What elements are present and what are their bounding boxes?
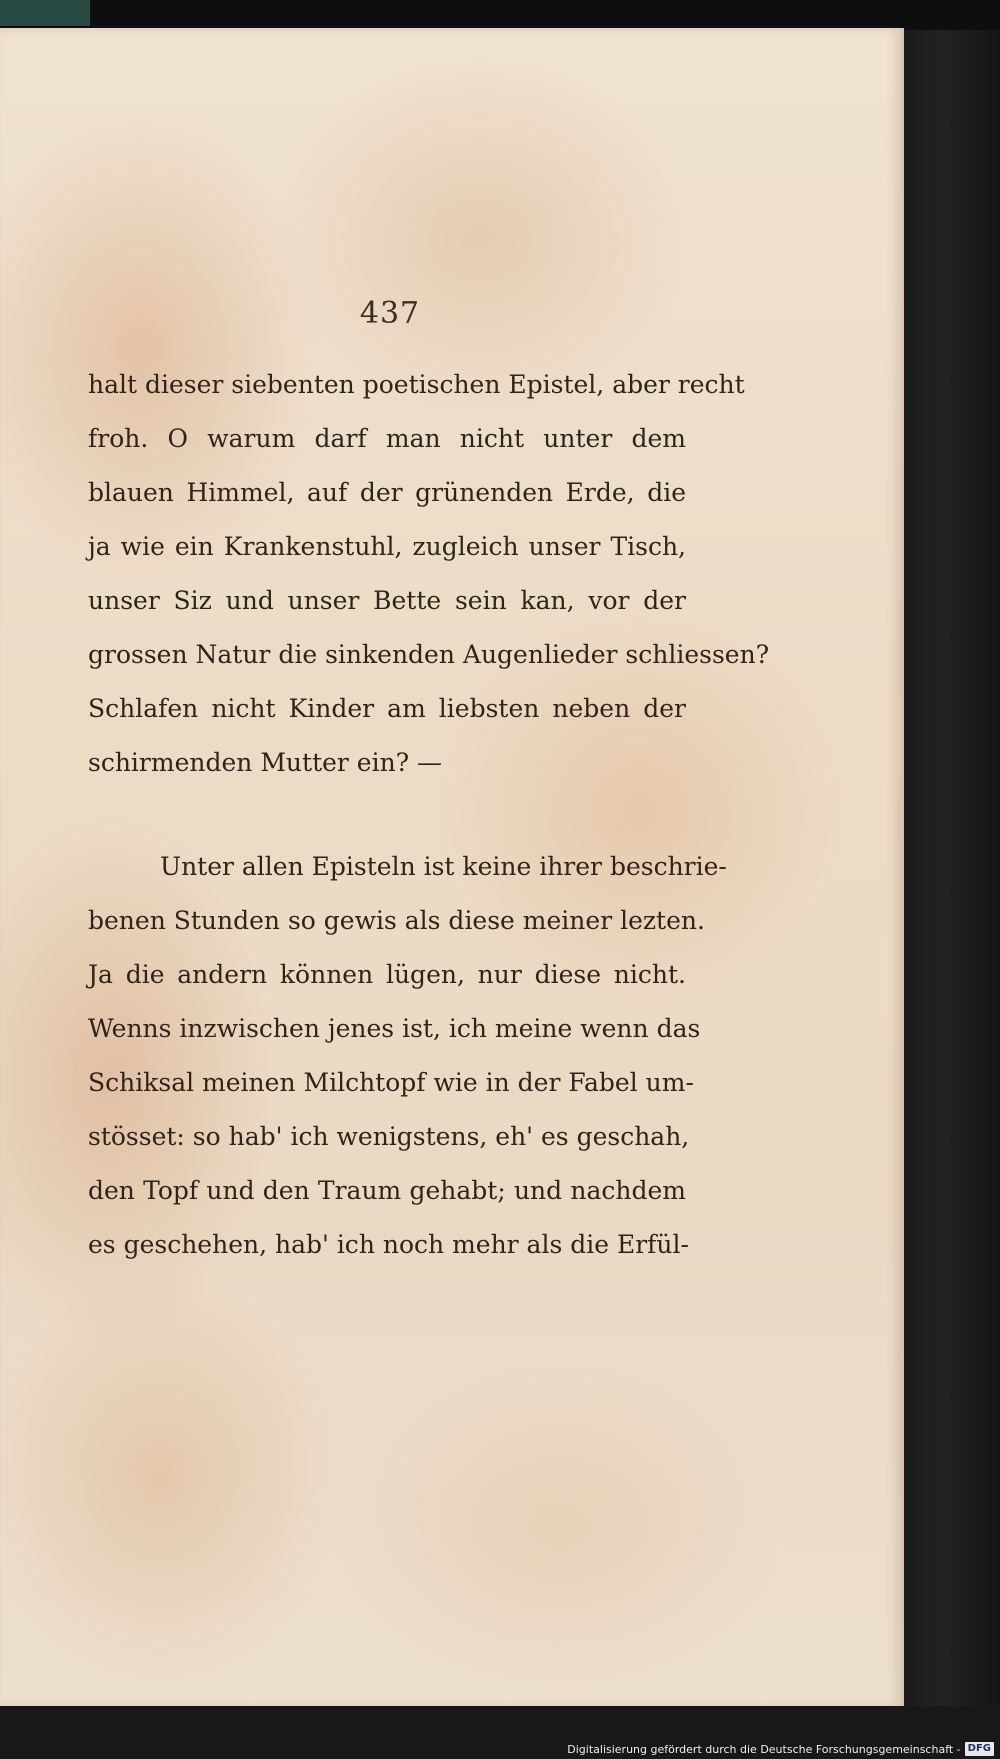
- dfg-logo: DFG: [965, 1742, 994, 1756]
- text-line: Unter allen Episteln ist keine ihrer beschrie-: [160, 852, 727, 881]
- text-line: froh. O warum darf man nicht unter dem: [88, 424, 686, 453]
- text-line: Wenns inzwischen jenes ist, ich meine wenn das: [88, 1014, 701, 1043]
- book-binding-edge: [902, 30, 1000, 1730]
- paper-page: [0, 28, 904, 1708]
- text-line: benen Stunden so gewis als diese meiner lezten.: [88, 906, 705, 935]
- paragraph-gap: [88, 790, 686, 840]
- text-line: unser Siz und unser Bette sein kan, vor der: [88, 586, 686, 615]
- text-line: Schiksal meinen Milchtopf wie in der Fabel um-: [88, 1068, 694, 1097]
- text-line: schirmenden Mutter ein? —: [88, 748, 443, 777]
- text-line: ja wie ein Krankenstuhl, zugleich unser Tisch,: [88, 532, 686, 561]
- text-line: Ja die andern können lügen, nur diese nicht.: [88, 960, 686, 989]
- text-line: stösset: so hab' ich wenigstens, eh' es geschah,: [88, 1122, 690, 1151]
- text-line: den Topf und den Traum gehabt; und nachdem: [88, 1176, 686, 1205]
- body-text: [88, 358, 770, 1272]
- text-line: blauen Himmel, auf der grünenden Erde, die: [88, 478, 686, 507]
- text-line: es geschehen, hab' ich noch mehr als die Erfül-: [88, 1230, 689, 1259]
- text-line: grossen Natur die sinkenden Augenlieder schliessen?: [88, 640, 770, 669]
- scan-color-strip: [0, 0, 90, 26]
- page-number: 437: [359, 296, 421, 331]
- text-line: Schlafen nicht Kinder am liebsten neben der: [88, 694, 686, 723]
- credit-text: Digitalisierung gefördert durch die Deutsche Forschungsgemeinschaft -: [567, 1742, 961, 1756]
- digitization-credit: [567, 1742, 994, 1756]
- text-line: halt dieser siebenten poetischen Epistel, aber recht: [88, 370, 745, 399]
